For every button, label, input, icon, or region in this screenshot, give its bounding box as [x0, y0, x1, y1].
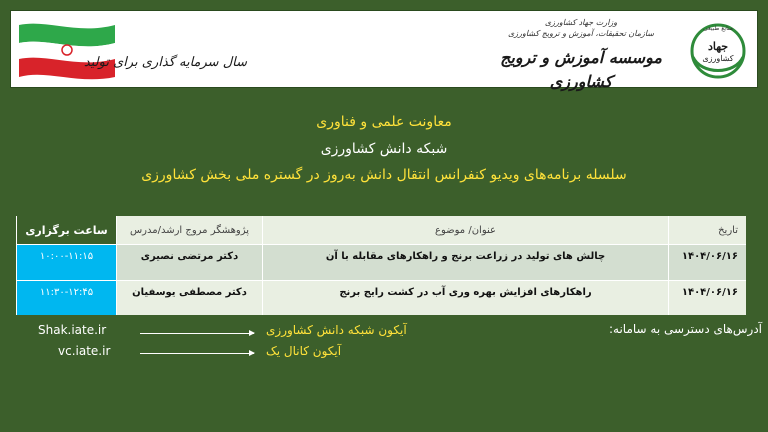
header-time: ساعت برگزاری: [16, 216, 116, 244]
arrow-right-icon: [140, 353, 254, 354]
logo-main-text: جهاد: [707, 40, 729, 53]
ministry-text: [481, 17, 681, 94]
logo-sub-text: کشاورزی: [702, 54, 734, 63]
row-time: ۱۱:۳۰-۱۲:۴۵: [16, 281, 116, 315]
iran-flag-icon: [17, 19, 117, 81]
header-topic: عنوان/ موضوع: [262, 216, 668, 244]
row-date: ۱۴۰۴/۰۶/۱۶: [668, 245, 746, 281]
ministry-line2: سازمان تحقیقات، آموزش و ترویج کشاورزی: [507, 29, 655, 38]
institute-name: موسسه آموزش و ترویج کشاورزی: [500, 48, 662, 91]
row-researcher: دکتر مصطفی یوسفیان: [116, 281, 262, 315]
vc-link[interactable]: vc.iate.ir: [58, 344, 111, 358]
title-block: [0, 112, 768, 186]
logo-text: [687, 41, 749, 65]
table-header-row: [16, 216, 746, 244]
schedule-table: [16, 216, 746, 314]
shak-link[interactable]: Shak.iate.ir: [38, 323, 107, 337]
title-line1: معاونت علمی و فناوری: [316, 114, 452, 130]
row-topic: راهکارهای افزایش بهره وری آب در کشت رایج برنج: [262, 281, 668, 315]
access-label: آدرس‌های دسترسی به سامانه:: [608, 322, 762, 336]
row-time: ۱۰:۰۰-۱۱:۱۵: [16, 245, 116, 281]
table-row: [16, 244, 746, 281]
title-line2: شبکه دانش کشاورزی: [320, 141, 448, 157]
row-researcher: دکتر مرتضی نصیری: [116, 245, 262, 281]
table-row: [16, 280, 746, 315]
slogan-text: سال سرمایه گذاری برای تولید: [83, 55, 247, 70]
header-date: تاریخ: [668, 216, 746, 244]
title-line3: سلسله برنامه‌های ویدیو کنفرانس انتقال دانش به‌روز در گستره ملی بخش کشاورزی: [141, 167, 627, 183]
logo-top-text: منابع طبیعی: [703, 25, 733, 32]
row-date: ۱۴۰۴/۰۶/۱۶: [668, 281, 746, 315]
row-topic: چالش های تولید در زراعت برنج و راهکارهای مقابله با آن: [262, 245, 668, 281]
shak-link-desc: آیکون شبکه دانش کشاورزی: [266, 323, 407, 337]
arrow-right-icon: [140, 333, 254, 334]
header-researcher: پژوهشگر مروج ارشد/مدرس: [116, 216, 262, 244]
header-banner: [10, 10, 758, 91]
ministry-line1: وزارت جهاد کشاورزی: [544, 18, 618, 27]
vc-link-desc: آیکون کانال یک: [266, 344, 342, 358]
